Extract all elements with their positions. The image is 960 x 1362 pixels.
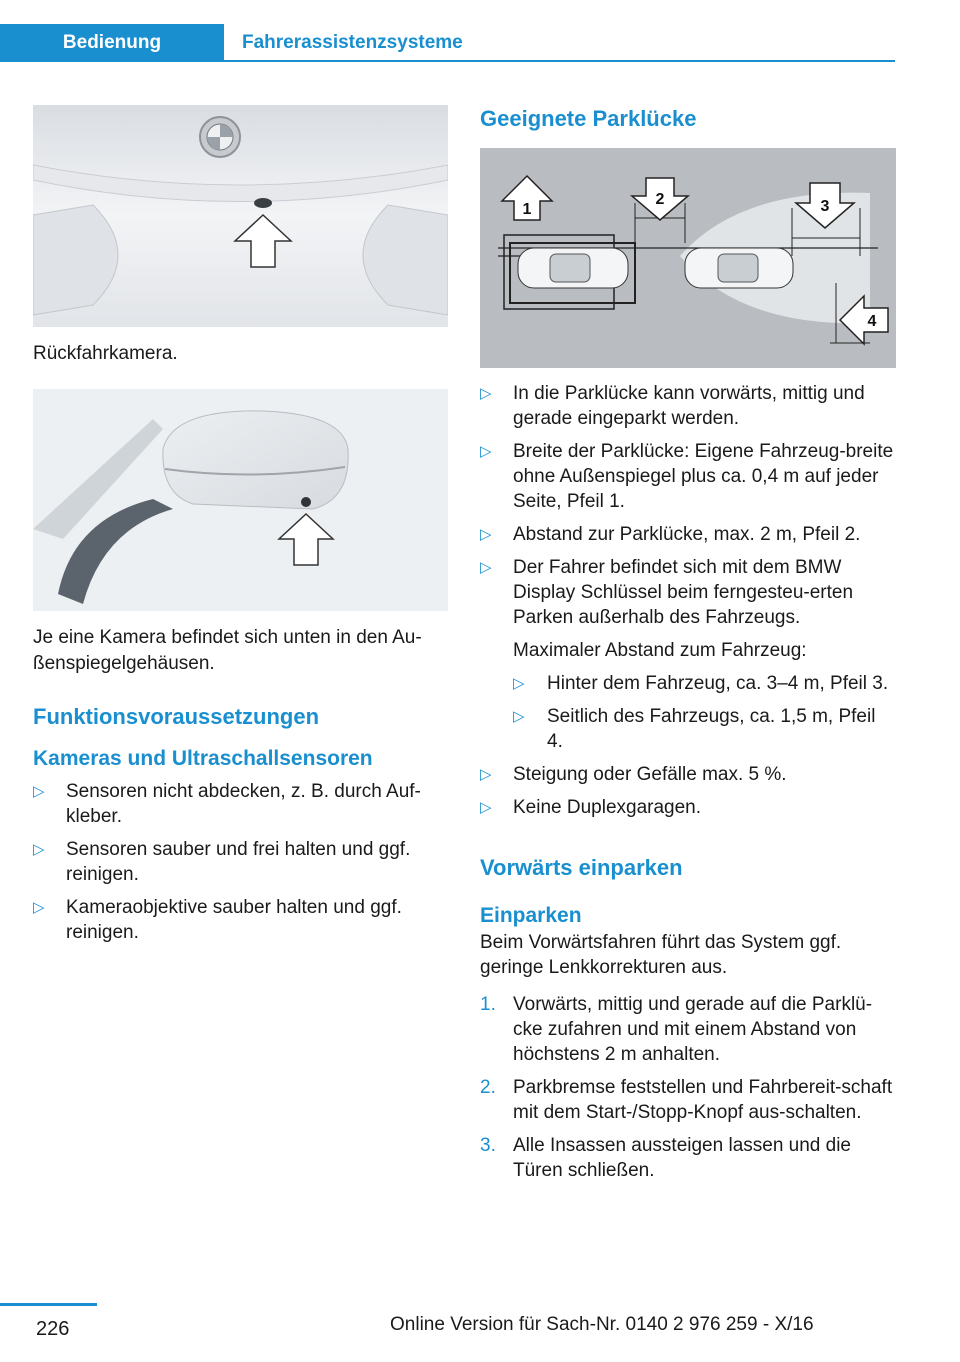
park-intro-text: Beim Vorwärtsfahren führt das System ggf. geringe Lenkkorrekturen aus.: [480, 932, 842, 978]
list-item: ▷ Abstand zur Parklücke, max. 2 m, Pfeil 2.: [480, 524, 861, 545]
approaching-car-icon: [685, 248, 793, 288]
caption-rear-camera: Rückfahrkamera.: [33, 343, 178, 364]
list-item: 1. Vorwärts, mittig und gerade auf die Parklü-cke zufahren und mit einem Abstand von höchstens 2 m anhalten.: [480, 994, 873, 1065]
tab-bedienung: Bedienung: [0, 24, 224, 62]
distance-sublist: [513, 671, 896, 754]
max-distance-label: Maximaler Abstand zum Fahrzeug:: [513, 640, 807, 661]
svg-text:2: 2: [655, 191, 665, 208]
list-item: ▷ Steigung oder Gefälle max. 5 %.: [480, 764, 787, 785]
arrow-1-icon: [502, 176, 552, 220]
parking-steps-list: [480, 992, 896, 1183]
list-item: ▷ Seitlich des Fahrzeugs, ca. 1,5 m, Pfeil 4.: [513, 706, 876, 752]
mirror-camera-photo: [33, 389, 448, 611]
heading-suitable-space: Geeignete Parklücke: [480, 106, 697, 131]
arrow-2-icon: [632, 178, 688, 220]
rear-camera-photo: [33, 105, 448, 327]
step-number: 2.: [480, 1077, 496, 1098]
page-number: 226: [36, 1318, 70, 1340]
bullet-triangle-icon: ▷: [33, 899, 45, 916]
list-item: ▷ Keine Duplexgaragen.: [480, 797, 702, 818]
mirror-camera-illustration: [33, 389, 448, 611]
list-item: ▷ Der Fahrer befindet sich mit dem BMW Display Schlüssel beim ferngesteu-erten Parken außerhalb des Fahrzeugs. Maximaler Abstand zum Fahrzeug: ▷ Hinter dem Fahrzeug, ca. 3–4 m, Pfeil 3. ▷ Seitlich des Fahrzeugs, ca. 1,5 m, Pfeil 4.: [480, 555, 896, 754]
bullet-triangle-icon: ▷: [480, 385, 492, 402]
page-header: [0, 0, 960, 62]
svg-text:1: 1: [522, 201, 532, 218]
bullet-triangle-icon: ▷: [480, 559, 492, 576]
svg-text:4: 4: [867, 313, 877, 330]
list-item: ▷ Sensoren nicht abdecken, z. B. durch Auf-kleber.: [33, 781, 421, 827]
heading-forward-parking: Vorwärts einparken: [480, 855, 683, 880]
online-version-text: Online Version für Sach-Nr. 0140 2 976 259 - X/16: [390, 1314, 814, 1335]
bullet-triangle-icon: ▷: [513, 675, 525, 692]
bullet-triangle-icon: ▷: [33, 783, 45, 800]
left-column: [33, 105, 448, 945]
parking-space-diagram: [480, 148, 896, 368]
bullet-triangle-icon: ▷: [480, 526, 492, 543]
list-item: 3. Alle Insassen aussteigen lassen und die Türen schließen.: [480, 1135, 852, 1181]
heading-requirements: Funktionsvoraussetzungen: [33, 704, 320, 729]
bullet-triangle-icon: ▷: [33, 841, 45, 858]
header-rule: [224, 60, 895, 62]
list-item: ▷ Hinter dem Fahrzeug, ca. 3–4 m, Pfeil 3.: [513, 673, 889, 694]
space-requirements-list: [480, 381, 896, 820]
tab-fahrerassistenzsysteme: Fahrerassistenzsysteme: [242, 32, 463, 53]
rear-camera-illustration: [33, 105, 448, 327]
step-number: 1.: [480, 994, 496, 1015]
caption-mirror-camera: Je eine Kamera befindet sich unten in den Au-ßenspiegelgehäusen.: [33, 627, 422, 674]
bullet-triangle-icon: ▷: [480, 766, 492, 783]
bullet-triangle-icon: ▷: [480, 799, 492, 816]
subheading-einparken: Einparken: [480, 904, 582, 927]
svg-text:3: 3: [820, 198, 830, 215]
list-item: ▷ Sensoren sauber und frei halten und ggf. reinigen.: [33, 839, 411, 885]
bullet-triangle-icon: ▷: [480, 443, 492, 460]
subheading-sensors: Kameras und Ultraschallsensoren: [33, 747, 373, 770]
list-item: ▷ Breite der Parklücke: Eigene Fahrzeug-breite ohne Außenspiegel plus ca. 0,4 m auf jeder Seite, Pfeil 1.: [480, 441, 894, 512]
parking-diagram-svg: [480, 148, 896, 368]
list-item: ▷ In die Parklücke kann vorwärts, mittig und gerade eingeparkt werden.: [480, 383, 865, 429]
list-item: 2. Parkbremse feststellen und Fahrbereit-schaft mit dem Start-/Stopp-Knopf aus-schalten.: [480, 1077, 893, 1123]
list-item: ▷ Kameraobjektive sauber halten und ggf. reinigen.: [33, 897, 402, 943]
sensor-list: [33, 779, 448, 945]
footer-rule: [0, 1303, 97, 1306]
step-number: 3.: [480, 1135, 496, 1156]
right-column: [480, 105, 896, 1183]
parked-car-icon: [518, 248, 628, 288]
bullet-triangle-icon: ▷: [513, 708, 525, 725]
